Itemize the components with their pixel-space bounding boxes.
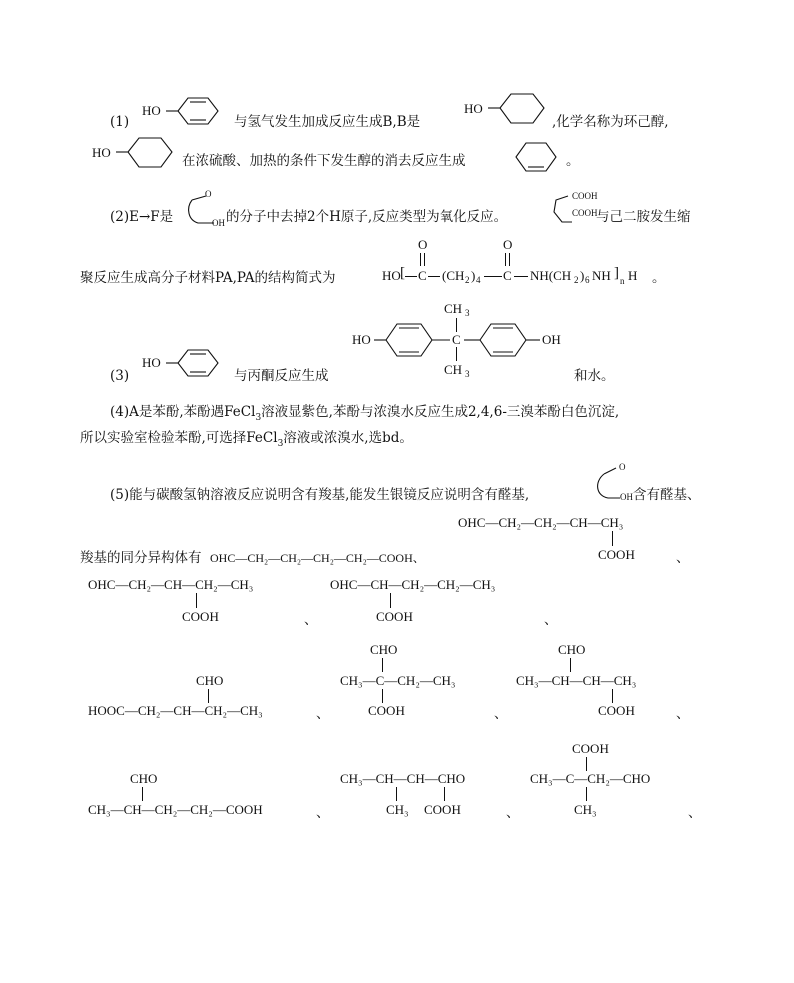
pa-n: n bbox=[620, 276, 625, 286]
adipic-cooh-top: COOH bbox=[572, 191, 598, 201]
isomer-2-sub: COOH bbox=[598, 547, 635, 562]
isomer-10-top: COOH bbox=[572, 741, 609, 756]
pa-c1: C bbox=[418, 268, 427, 283]
p5-line2: 羧基的同分异构体有 bbox=[80, 550, 202, 566]
p1-text2: ,化学名称为环己醇, bbox=[552, 114, 669, 130]
bpa-ch3-bottom: CH bbox=[444, 362, 463, 377]
p5-lactone-o: O bbox=[619, 462, 626, 472]
bpa-center-c: C bbox=[452, 332, 461, 347]
isomer-9-main: CH₃—CH—CH—CHO bbox=[340, 771, 466, 786]
cyclohexanol2-ring-icon bbox=[114, 134, 178, 174]
bpa-ch3-top: CH bbox=[444, 301, 463, 316]
bpa-ch3-top-sub: 3 bbox=[465, 308, 470, 318]
isomer-8-top: CHO bbox=[130, 771, 158, 786]
isomer-6-main: CH₃—C—CH₂—CH₃ bbox=[340, 673, 456, 688]
p5-line1b: 含有醛基、 bbox=[633, 487, 701, 503]
pa-sub2a: 2 bbox=[465, 275, 470, 285]
phenol-ring-icon bbox=[164, 94, 224, 134]
isomer-4-sub: COOH bbox=[376, 609, 413, 624]
bpa-ch3-bottom-sub: 3 bbox=[465, 369, 470, 379]
p1-text1: 与氢气发生加成反应生成B,B是 bbox=[234, 114, 421, 130]
isomer-5-main: HOOC—CH₂—CH—CH₂—CH₃ bbox=[88, 703, 263, 718]
pa-bracket-left: [ bbox=[400, 265, 405, 281]
isomer-3-main: OHC—CH₂—CH—CH₂—CH₃ bbox=[88, 577, 254, 592]
isomer-6-top: CHO bbox=[370, 642, 398, 657]
pa-sub4: 4 bbox=[476, 275, 481, 285]
p1-end: 。 bbox=[566, 153, 580, 169]
isomer-7-sep: 、 bbox=[676, 706, 690, 722]
isomer-3-sep: 、 bbox=[304, 612, 318, 628]
p3-phenol-ring-icon bbox=[164, 346, 224, 386]
isomer-5-top: CHO bbox=[196, 673, 224, 688]
pa-nh: NH(CH bbox=[530, 268, 572, 283]
p5-line1a: (5)能与碳酸氢钠溶液反应说明含有羧基,能发生银镜反应说明含有醛基, bbox=[110, 487, 530, 503]
isomer-7-main: CH₃—CH—CH—CH₃ bbox=[516, 673, 637, 688]
p2-lead: (2)E→F是 bbox=[110, 209, 174, 225]
pa-ch2a: (CH bbox=[442, 268, 465, 283]
phenol-ho-label: HO bbox=[142, 103, 161, 118]
pa-nh2: NH bbox=[592, 268, 611, 283]
isomer-1: OHC—CH₂—CH₂—CH₂—CH₂—COOH、 bbox=[210, 551, 425, 565]
pa-o1: O bbox=[418, 237, 428, 252]
p5-lactone-oh: OH bbox=[620, 492, 633, 502]
isomer-10-main: CH₃—C—CH₂—CHO bbox=[530, 771, 651, 786]
p3-number: (3) bbox=[110, 368, 130, 384]
isomer-9-sub2: COOH bbox=[424, 802, 461, 817]
cyclohexene-ring-icon bbox=[512, 140, 562, 176]
isomer-10-sep: 、 bbox=[688, 805, 702, 821]
adipic-cooh-bottom: COOH bbox=[572, 208, 598, 218]
isomer-6-sub: COOH bbox=[368, 703, 405, 718]
isomer-9-sub1: CH₃ bbox=[386, 802, 409, 817]
p2-text1: 的分子中去掉2个H原子,反应类型为氧化反应。 bbox=[226, 209, 508, 225]
p1-text3: 在浓硫酸、加热的条件下发生醇的消去反应生成 bbox=[182, 153, 466, 169]
p4-line2: 所以实验室检验苯酚,可选择FeCl$_3$溶液或浓溴水,选bd。 bbox=[80, 430, 413, 449]
hydroxy-lactone-oh: OH bbox=[212, 218, 225, 228]
bpa-ho: HO bbox=[352, 332, 371, 347]
isomer-7-sub: COOH bbox=[598, 703, 635, 718]
isomer-8-sep: 、 bbox=[316, 805, 330, 821]
pa-h: H bbox=[628, 268, 638, 283]
bpa-oh: OH bbox=[542, 332, 561, 347]
isomer-6-sep: 、 bbox=[494, 706, 508, 722]
p3-phenol-ho: HO bbox=[142, 355, 161, 370]
hydroxy-lactone-o: O bbox=[205, 189, 212, 199]
isomer-4-sep: 、 bbox=[544, 612, 558, 628]
p4-line1: (4)A是苯酚,苯酚遇FeCl$_3$溶液显紫色,苯酚与浓溴水反应生成2,4,6-三溴苯酚白色沉淀, bbox=[110, 404, 620, 423]
pa-sub6: 6 bbox=[585, 275, 590, 285]
cyclohexanol2-ho-label: HO bbox=[92, 145, 111, 160]
pa-bracket-right: ] bbox=[614, 265, 619, 281]
p3-text: 与丙酮反应生成 bbox=[234, 368, 329, 384]
cyclohexanol-ring-icon bbox=[486, 90, 550, 130]
p3-water: 和水。 bbox=[574, 368, 615, 384]
isomer-5-sep: 、 bbox=[316, 706, 330, 722]
p2-end: 。 bbox=[652, 270, 666, 286]
p2-line2: 聚反应生成高分子材料PA,PA的结构简式为 bbox=[80, 270, 336, 286]
bpa-right-ring-icon bbox=[462, 318, 542, 362]
isomer-10-sub: CH₃ bbox=[574, 802, 597, 817]
pa-sub2b: 2 bbox=[574, 275, 579, 285]
bpa-left-ring-icon bbox=[372, 318, 452, 362]
isomer-3-sub: COOH bbox=[182, 609, 219, 624]
isomer-4-main: OHC—CH—CH₂—CH₂—CH₃ bbox=[330, 577, 496, 592]
isomer-7-top: CHO bbox=[558, 642, 586, 657]
isomer-2-sep: 、 bbox=[676, 550, 690, 566]
isomer-9-sep: 、 bbox=[506, 805, 520, 821]
p2-text2: 与己二胺发生缩 bbox=[596, 209, 691, 225]
cyclohexanol-ho-label: HO bbox=[464, 101, 483, 116]
p1-number: (1) bbox=[110, 114, 130, 130]
isomer-2-main: OHC—CH₂—CH₂—CH—CH₃ bbox=[458, 515, 624, 530]
pa-c2: C bbox=[503, 268, 512, 283]
isomer-8-main: CH₃—CH—CH₂—CH₂—COOH bbox=[88, 802, 263, 817]
pa-o2: O bbox=[503, 237, 513, 252]
pa-ho: HO bbox=[382, 268, 401, 283]
